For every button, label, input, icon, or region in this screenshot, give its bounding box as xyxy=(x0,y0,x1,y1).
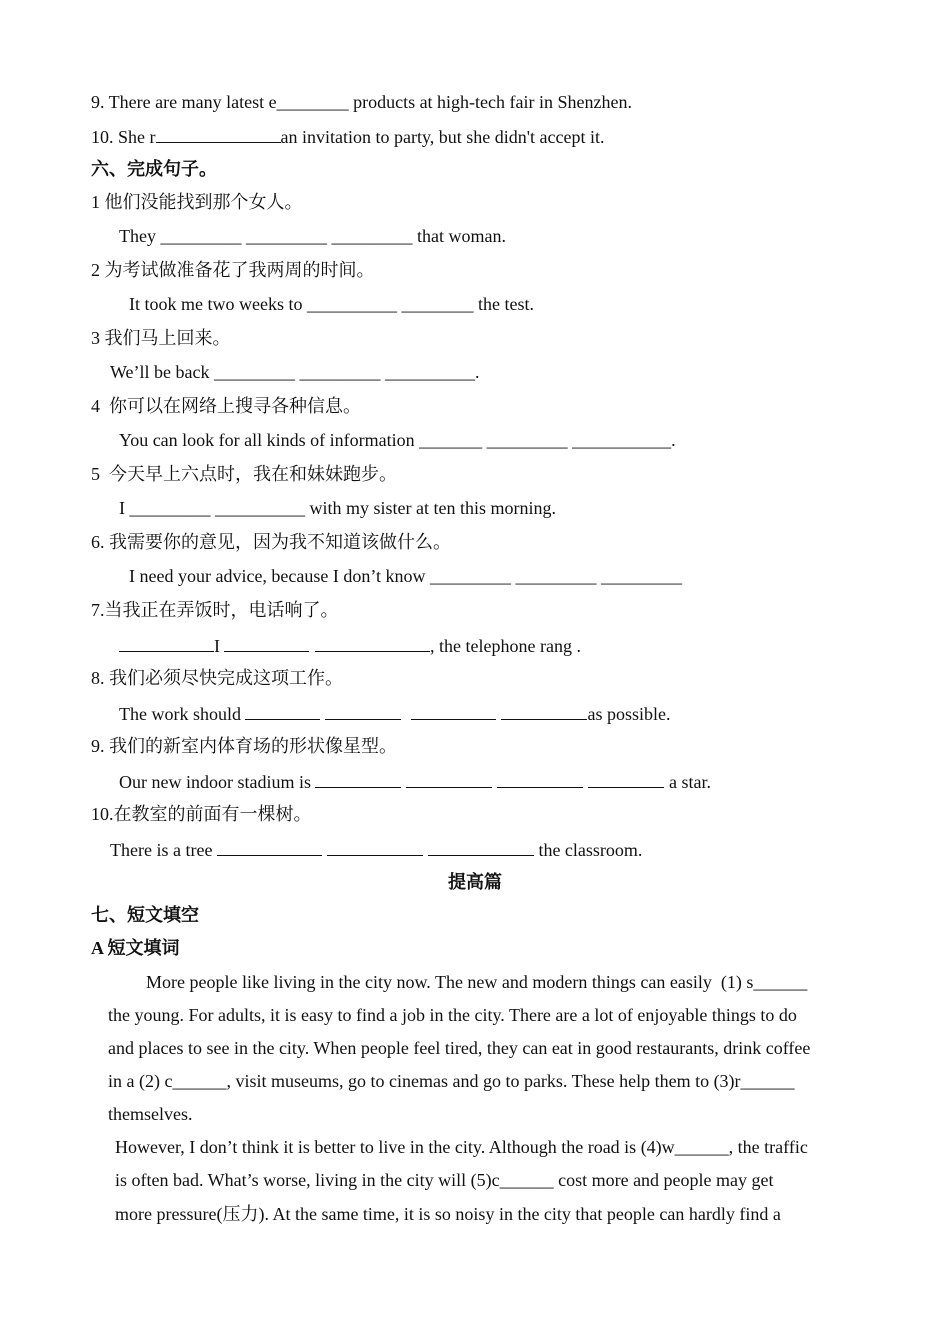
item-8-english xyxy=(119,701,670,725)
q10-prefix: 10. She r xyxy=(91,127,156,147)
item-10-blank-2[interactable] xyxy=(327,837,423,856)
item-7-blank-2[interactable] xyxy=(224,633,309,652)
q10-blank[interactable] xyxy=(156,124,281,143)
item-4-english: You can look for all kinds of information _______ _________ ___________. xyxy=(119,430,676,450)
item-8-blank-2[interactable] xyxy=(325,701,401,720)
question-9: 9. There are many latest e________ products at high-tech fair in Shenzhen. xyxy=(91,92,632,112)
item-10-chinese: 10.在教室的前面有一棵树。 xyxy=(91,804,312,824)
passage-line: in a (2) c______, visit museums, go to cinemas and go to parks. These help them to (3)r______ xyxy=(108,1071,795,1091)
section-6-title: 六、完成句子。 xyxy=(91,159,217,179)
passage-line: More people like living in the city now. The new and modern things can easily (1) s______ xyxy=(146,972,808,992)
item-9-chinese: 9. 我们的新室内体育场的形状像星型。 xyxy=(91,736,397,756)
part-a-title: A 短文填词 xyxy=(91,938,180,958)
item-8-tail: as possible. xyxy=(587,704,671,724)
passage-line: more pressure(压力). At the same time, it is so noisy in the city that people can hardly find a xyxy=(115,1204,781,1224)
advanced-heading: 提高篇 xyxy=(448,872,502,892)
passage-line: and places to see in the city. When people feel tired, they can eat in good restaurants, drink coffee xyxy=(108,1038,811,1058)
item-5-english: I _________ __________ with my sister at ten this morning. xyxy=(119,498,556,518)
item-6-chinese: 6. 我需要你的意见，因为我不知道该做什么。 xyxy=(91,532,451,552)
item-2-chinese: 2 为考试做准备花了我两周的时间。 xyxy=(91,260,375,280)
passage-line: themselves. xyxy=(108,1104,193,1124)
passage-line: the young. For adults, it is easy to find a job in the city. There are a lot of enjoyable things to do xyxy=(108,1005,797,1025)
item-10-blank-1[interactable] xyxy=(217,837,322,856)
item-9-head: Our new indoor stadium is xyxy=(119,772,316,792)
passage-line: However, I don’t think it is better to live in the city. Although the road is (4)w______, the traffic xyxy=(115,1137,808,1157)
item-9-tail: a star. xyxy=(664,772,711,792)
item-10-head: There is a tree xyxy=(110,840,217,860)
q10-suffix: an invitation to party, but she didn't accept it. xyxy=(280,127,605,147)
question-10 xyxy=(91,124,605,148)
item-4-chinese: 4 你可以在网络上搜寻各种信息。 xyxy=(91,396,361,416)
item-6-english: I need your advice, because I don’t know _________ _________ _________ xyxy=(129,566,683,586)
item-10-english xyxy=(110,837,642,861)
passage-line: is often bad. What’s worse, living in the city will (5)c______ cost more and people may get xyxy=(115,1170,774,1190)
item-10-blank-3[interactable] xyxy=(428,837,534,856)
section-7-title: 七、短文填空 xyxy=(91,905,199,925)
item-7-blank-1[interactable] xyxy=(119,633,214,652)
item-10-tail: the classroom. xyxy=(533,840,643,860)
item-1-chinese: 1 他们没能找到那个女人。 xyxy=(91,192,303,212)
item-7-blank-3[interactable] xyxy=(315,633,430,652)
item-9-english xyxy=(119,769,711,793)
item-3-chinese: 3 我们马上回来。 xyxy=(91,328,231,348)
item-5-chinese: 5 今天早上六点时，我在和妹妹跑步。 xyxy=(91,464,397,484)
item-8-blank-3[interactable] xyxy=(411,701,496,720)
item-7-english xyxy=(119,633,581,657)
item-7-chinese: 7.当我正在弄饭时，电话响了。 xyxy=(91,600,339,620)
item-7-subject: I xyxy=(214,636,220,656)
item-9-blank-2[interactable] xyxy=(406,769,492,788)
item-2-english: It took me two weeks to __________ ________ the test. xyxy=(129,294,534,314)
item-1-english: They _________ _________ _________ that woman. xyxy=(119,226,506,246)
item-7-tail: , the telephone rang . xyxy=(430,636,581,656)
item-9-blank-4[interactable] xyxy=(588,769,664,788)
item-9-blank-1[interactable] xyxy=(315,769,401,788)
item-9-blank-3[interactable] xyxy=(497,769,583,788)
item-3-english: We’ll be back _________ _________ __________. xyxy=(110,362,480,382)
item-8-head: The work should xyxy=(119,704,246,724)
item-8-chinese: 8. 我们必须尽快完成这项工作。 xyxy=(91,668,343,688)
item-8-blank-4[interactable] xyxy=(501,701,587,720)
item-8-blank-1[interactable] xyxy=(245,701,320,720)
